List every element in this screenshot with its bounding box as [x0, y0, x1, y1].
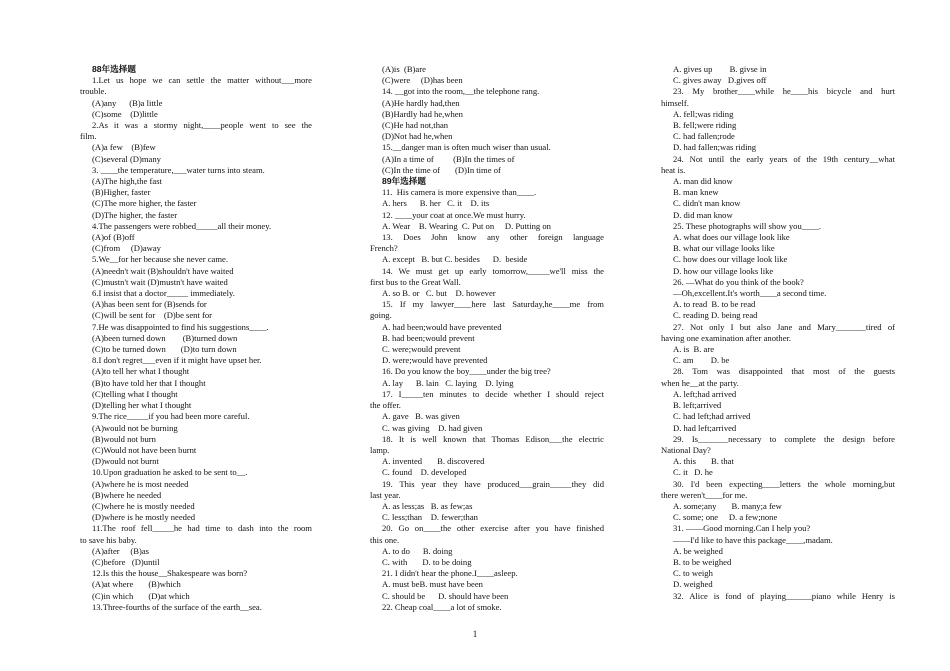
text-line: C. gives away D.gives off [673, 75, 767, 86]
text-line: C. some; one D. a few;none [673, 512, 778, 523]
text-line: (A)has been sent for (B)sends for [92, 299, 207, 310]
text-line: last year. [370, 489, 401, 500]
text-line: A. is B. are [673, 344, 715, 355]
text-line: D. weighed [673, 579, 713, 590]
text-line: this one. [370, 534, 400, 545]
text-line: (C)In the time of (D)In time of [382, 164, 501, 175]
text-line: (D)would not burnt [92, 456, 159, 467]
text-line: B. left;arrived [673, 400, 722, 411]
text-line: A. what does our village look like [673, 232, 790, 243]
text-line: A. to read B. to be read [673, 299, 756, 310]
text-line: 19. This year they have produced___grain_____they did [382, 478, 604, 489]
text-line: (A)needn't wait (B)shouldn't have waited [92, 265, 234, 276]
text-line: there weren't____for me. [661, 489, 748, 500]
text-line: (A)The high,the fast [92, 176, 162, 187]
text-line: 12. ____your coat at once.We must hurry. [382, 209, 526, 220]
text-line: 20. Go on____the other exercise after you have finished [382, 523, 604, 534]
text-line: 3. ____the temperature,___water turns into steam. [92, 164, 265, 175]
text-line: (A)In a time of (B)In the times of [382, 153, 515, 164]
text-line: to save his baby. [80, 534, 137, 545]
text-line: A. Wear B. Wearing C. Put on D. Putting on [382, 220, 551, 231]
text-line: lamp. [370, 444, 390, 455]
text-line: B. fell;were riding [673, 120, 737, 131]
text-line: National Day? [661, 444, 711, 455]
text-line: A. fell;was riding [673, 108, 734, 119]
text-line: 5.We__for her because she never came. [92, 254, 229, 265]
text-line: A. some;any B. many;a few [673, 500, 782, 511]
text-line: 4.The passengers were robbed_____all their money. [92, 220, 272, 231]
text-line: ——I'd like to have this package____,madam. [673, 534, 833, 545]
column-right [661, 64, 895, 602]
text-line: A. gives up B. givse in [673, 64, 767, 74]
text-line: D. had left;arrived [673, 422, 737, 433]
text-line: 15. If my lawyer____here last Saturday,he____me from [382, 299, 604, 310]
text-line: C. had fallen;rode [673, 131, 735, 142]
text-line: (A)of (B)off [92, 232, 135, 243]
text-line: (C)mustn't wait (D)mustn't have waited [92, 276, 228, 287]
text-line: A. must beB. must have been [382, 579, 483, 590]
text-line: B. to be weighed [673, 556, 732, 567]
text-line: 12.Is this the house__Shakespeare was born? [92, 568, 248, 579]
text-line: 28. Tom was disappointed that most of the guests [673, 366, 895, 377]
text-line: 29. Is_______necessary to complete the design before [673, 433, 895, 444]
text-line: C. to weigh [673, 568, 713, 579]
text-line: 2.As it was a stormy night,____people went to see the [92, 120, 312, 131]
text-line: trouble. [80, 86, 107, 97]
text-line: 26. —What do you think of the book? [673, 276, 804, 287]
text-line: having one examination after another. [661, 332, 792, 343]
text-line: 11. His camera is more expensive than____. [382, 187, 537, 198]
text-line: A. except B. but C. besides D. beside [382, 254, 528, 265]
text-line: A. be weighed [673, 545, 723, 556]
text-line: himself. [661, 97, 689, 108]
text-line: C. reading D. being read [673, 310, 758, 321]
text-line: French? [370, 243, 398, 254]
text-line: (C)some (D)little [92, 108, 158, 119]
text-line: 14. __got into the room,__the telephone rang. [382, 86, 540, 97]
text-line: (C)several (D)many [92, 153, 161, 164]
text-line: 16. Do you know the boy____under the big tree? [382, 366, 551, 377]
text-line: 14. We must get up early tomorrow,_____we'll miss the [382, 265, 604, 276]
text-line: A. to do B. doing [382, 545, 453, 556]
text-line: 23. My brother____while he____his bicycle and hurt [673, 86, 895, 97]
text-line: D. did man know [673, 209, 733, 220]
text-line: 6.I insist that a doctor_____ immediately. [92, 288, 235, 299]
text-line: when he__at the party. [661, 377, 739, 388]
text-line: 18. It is well known that Thomas Edison___the electric [382, 433, 604, 444]
text-line: (C)were (D)has been [382, 75, 463, 86]
text-line: (A)been turned down (B)turned down [92, 332, 238, 343]
text-line: D. were;would have prevented [382, 355, 488, 366]
text-line: (B)to have told her that I thought [92, 377, 206, 388]
text-line: —Oh,excellent.It's worth____a second time. [673, 288, 827, 299]
text-line: (A)to tell her what I thought [92, 366, 190, 377]
text-line: 8.I don't regret___even if it might have upset her. [92, 355, 262, 366]
text-line: (B)where he needed [92, 489, 162, 500]
text-line: going. [370, 310, 392, 321]
text-line: C. was giving D. had given [382, 422, 483, 433]
text-line: 30. I'd been expecting____letters the whole morning,but [673, 478, 895, 489]
text-line: (A)He hardly had,then [382, 97, 460, 108]
text-line: A. this B. that [673, 456, 734, 467]
text-line: (C)The more higher, the faster [92, 198, 197, 209]
text-line: 17. I_____ten minutes to decide whether I should reject [382, 388, 604, 399]
text-line: (C)before (D)until [92, 556, 160, 567]
text-line: C. didn't man know [673, 198, 741, 209]
text-line: (D)The higher, the faster [92, 209, 178, 220]
text-line: C. am D. be [673, 355, 730, 366]
text-line: 24. Not until the early years of the 19th century__what [673, 153, 895, 164]
text-line: C. with D. to be doing [382, 556, 472, 567]
text-line: A. invented B. discovered [382, 456, 485, 467]
text-line: (A)at where (B)which [92, 579, 181, 590]
text-line: 13. Does John know any other foreign language [382, 232, 604, 243]
text-line: (C)to be turned down (D)to turn down [92, 344, 237, 355]
text-line: 27. Not only I but also Jane and Mary_______tired of [673, 321, 895, 332]
text-line: 13.Three-fourths of the surface of the earth__sea. [92, 601, 262, 612]
text-line: B. had been;would prevent [382, 332, 475, 343]
text-line: (C)in which (D)at which [92, 590, 190, 601]
text-line: D. had fallen;was riding [673, 142, 757, 153]
text-line: 22. Cheap coal____a lot of smoke. [382, 601, 502, 612]
text-line: C. had left;had arrived [673, 411, 751, 422]
text-line: A. had been;would have prevented [382, 321, 502, 332]
section-heading: 88年选择题 [92, 64, 136, 74]
text-line: A. left;had arrived [673, 388, 737, 399]
text-line: (C)Would not have been burnt [92, 444, 197, 455]
text-line: heat is. [661, 164, 686, 175]
text-line: (A)would not be burning [92, 422, 178, 433]
text-line: A. gave B. was given [382, 411, 460, 422]
text-line: 21. I didn't hear the phone.I____asleep. [382, 568, 518, 579]
text-line: (A)where he is most needed [92, 478, 189, 489]
text-line: B. man knew [673, 187, 719, 198]
page-number: 1 [472, 629, 478, 639]
text-line: A. so B. or C. but D. however [382, 288, 496, 299]
text-line: (C)will be sent for (D)be sent for [92, 310, 213, 321]
text-line: 1.Let us hope we can settle the matter without___more [92, 75, 312, 86]
text-line: A. lay B. lain C. laying D. lying [382, 377, 514, 388]
text-line: 32. Alice is fond of playing______piano while Henry is [673, 590, 895, 601]
text-line: D. how our village looks like [673, 265, 774, 276]
text-line: (C)where he is mostly needed [92, 500, 195, 511]
text-line: 25. These photographs will show you____. [673, 220, 822, 231]
text-line: (D)telling her what I thought [92, 400, 192, 411]
text-line: (B)would not burn [92, 433, 156, 444]
text-line: A. hers B. her C. it D. its [382, 198, 490, 209]
text-line: 10.Upon graduation he asked to be sent to__. [92, 467, 248, 478]
text-line: (C)telling what I thought [92, 388, 178, 399]
text-line: (D)where is he mostly needed [92, 512, 196, 523]
text-line: first bus to the Great Wall. [370, 276, 461, 287]
column-middle [370, 64, 604, 613]
text-line: (C)from (D)away [92, 243, 161, 254]
text-line: B. what our village looks like [673, 243, 775, 254]
text-line: C. were;would prevent [382, 344, 461, 355]
text-line: C. it D. he [673, 467, 713, 478]
text-line: film. [80, 131, 97, 142]
text-line: (A)any (B)a little [92, 97, 163, 108]
text-line: A. as less;as B. as few;as [382, 500, 473, 511]
column-left [80, 64, 312, 613]
text-line: C. how does our village look like [673, 254, 788, 265]
text-line: 15.__danger man is often much wiser than usual. [382, 142, 551, 153]
text-line: C. found D. developed [382, 467, 467, 478]
text-line: C. less;than D. fewer;than [382, 512, 478, 523]
text-line: C. should be D. should have been [382, 590, 509, 601]
text-line: (A)after (B)as [92, 545, 150, 556]
text-line: (D)Not had he,when [382, 131, 453, 142]
text-line: (B)Hardly had he,when [382, 108, 463, 119]
text-line: the offer. [370, 400, 401, 411]
text-line: A. man did know [673, 176, 733, 187]
text-line: (A)is (B)are [382, 64, 426, 74]
text-line: (A)a few (B)few [92, 142, 156, 153]
section-heading: 89年选择题 [382, 176, 426, 187]
text-line: (C)He had not,than [382, 120, 449, 131]
text-line: 9.The rice_____if you had been more careful. [92, 411, 250, 422]
text-line: 11.The roof fell_____he had time to dash into the room [92, 523, 312, 534]
text-line: 31. ——Good morning.Can I help you? [673, 523, 811, 534]
text-line: (B)Higher, faster [92, 187, 151, 198]
text-line: 7.He was disappointed to find his suggestions____. [92, 321, 269, 332]
